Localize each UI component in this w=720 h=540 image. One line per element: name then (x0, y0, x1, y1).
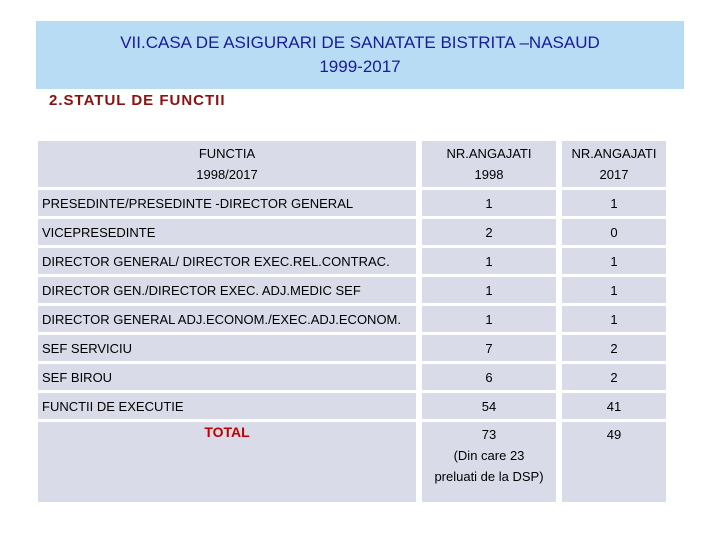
row-count-1998: 1 (422, 190, 556, 216)
row-function: DIRECTOR GENERAL ADJ.ECONOM./EXEC.ADJ.ECONOM. (38, 306, 416, 332)
header-employees-1998-year: 1998 (474, 167, 504, 182)
row-count-2017: 41 (562, 393, 666, 419)
page-title: VII.CASA DE ASIGURARI DE SANATATE BISTRITA –NASAUD (120, 33, 600, 52)
row-count-1998: 1 (422, 306, 556, 332)
table-header-row (38, 141, 666, 187)
row-count-1998: 6 (422, 364, 556, 390)
header-employees-2017-year: 2017 (599, 167, 629, 182)
table-row (38, 306, 666, 332)
title-banner (36, 21, 684, 89)
header-employees-1998-label: NR.ANGAJATI (446, 146, 532, 161)
row-count-1998: 7 (422, 335, 556, 361)
total-note-1998-line1: (Din care 23 (453, 448, 525, 463)
row-count-1998: 1 (422, 277, 556, 303)
total-count-1998 (422, 422, 556, 502)
header-employees-2017-label: NR.ANGAJATI (571, 146, 657, 161)
row-function: VICEPRESEDINTE (38, 219, 416, 245)
total-value-1998: 73 (481, 427, 497, 442)
row-count-1998: 54 (422, 393, 556, 419)
row-function: FUNCTII DE EXECUTIE (38, 393, 416, 419)
row-count-2017: 1 (562, 190, 666, 216)
table-row (38, 248, 666, 274)
total-count-2017 (562, 422, 666, 502)
row-count-2017: 0 (562, 219, 666, 245)
header-function-years: 1998/2017 (196, 167, 258, 182)
header-function-label: FUNCTIA (198, 146, 256, 161)
table-row (38, 335, 666, 361)
row-count-1998: 2 (422, 219, 556, 245)
row-count-2017: 2 (562, 364, 666, 390)
total-value-2017: 49 (606, 427, 622, 442)
row-count-2017: 1 (562, 277, 666, 303)
header-function (38, 141, 416, 187)
total-note-1998-line2: preluati de la DSP) (434, 469, 544, 484)
table-row (38, 277, 666, 303)
row-count-1998: 1 (422, 248, 556, 274)
row-count-2017: 2 (562, 335, 666, 361)
row-count-2017: 1 (562, 306, 666, 332)
header-employees-1998 (422, 141, 556, 187)
row-function: SEF BIROU (38, 364, 416, 390)
table-row (38, 393, 666, 419)
total-row (38, 422, 666, 502)
table-row (38, 219, 666, 245)
row-function: SEF SERVICIU (38, 335, 416, 361)
staff-table (38, 138, 666, 505)
header-employees-2017 (562, 141, 666, 187)
row-function: DIRECTOR GENERAL/ DIRECTOR EXEC.REL.CONTRAC. (38, 248, 416, 274)
section-title: 2.STATUL DE FUNCTII (49, 92, 226, 109)
table-row (38, 364, 666, 390)
row-count-2017: 1 (562, 248, 666, 274)
page-subtitle-years: 1999-2017 (319, 57, 401, 76)
row-function: DIRECTOR GEN./DIRECTOR EXEC. ADJ.MEDIC SEF (38, 277, 416, 303)
row-function: PRESEDINTE/PRESEDINTE -DIRECTOR GENERAL (38, 190, 416, 216)
total-label: TOTAL (38, 422, 416, 502)
table-row (38, 190, 666, 216)
